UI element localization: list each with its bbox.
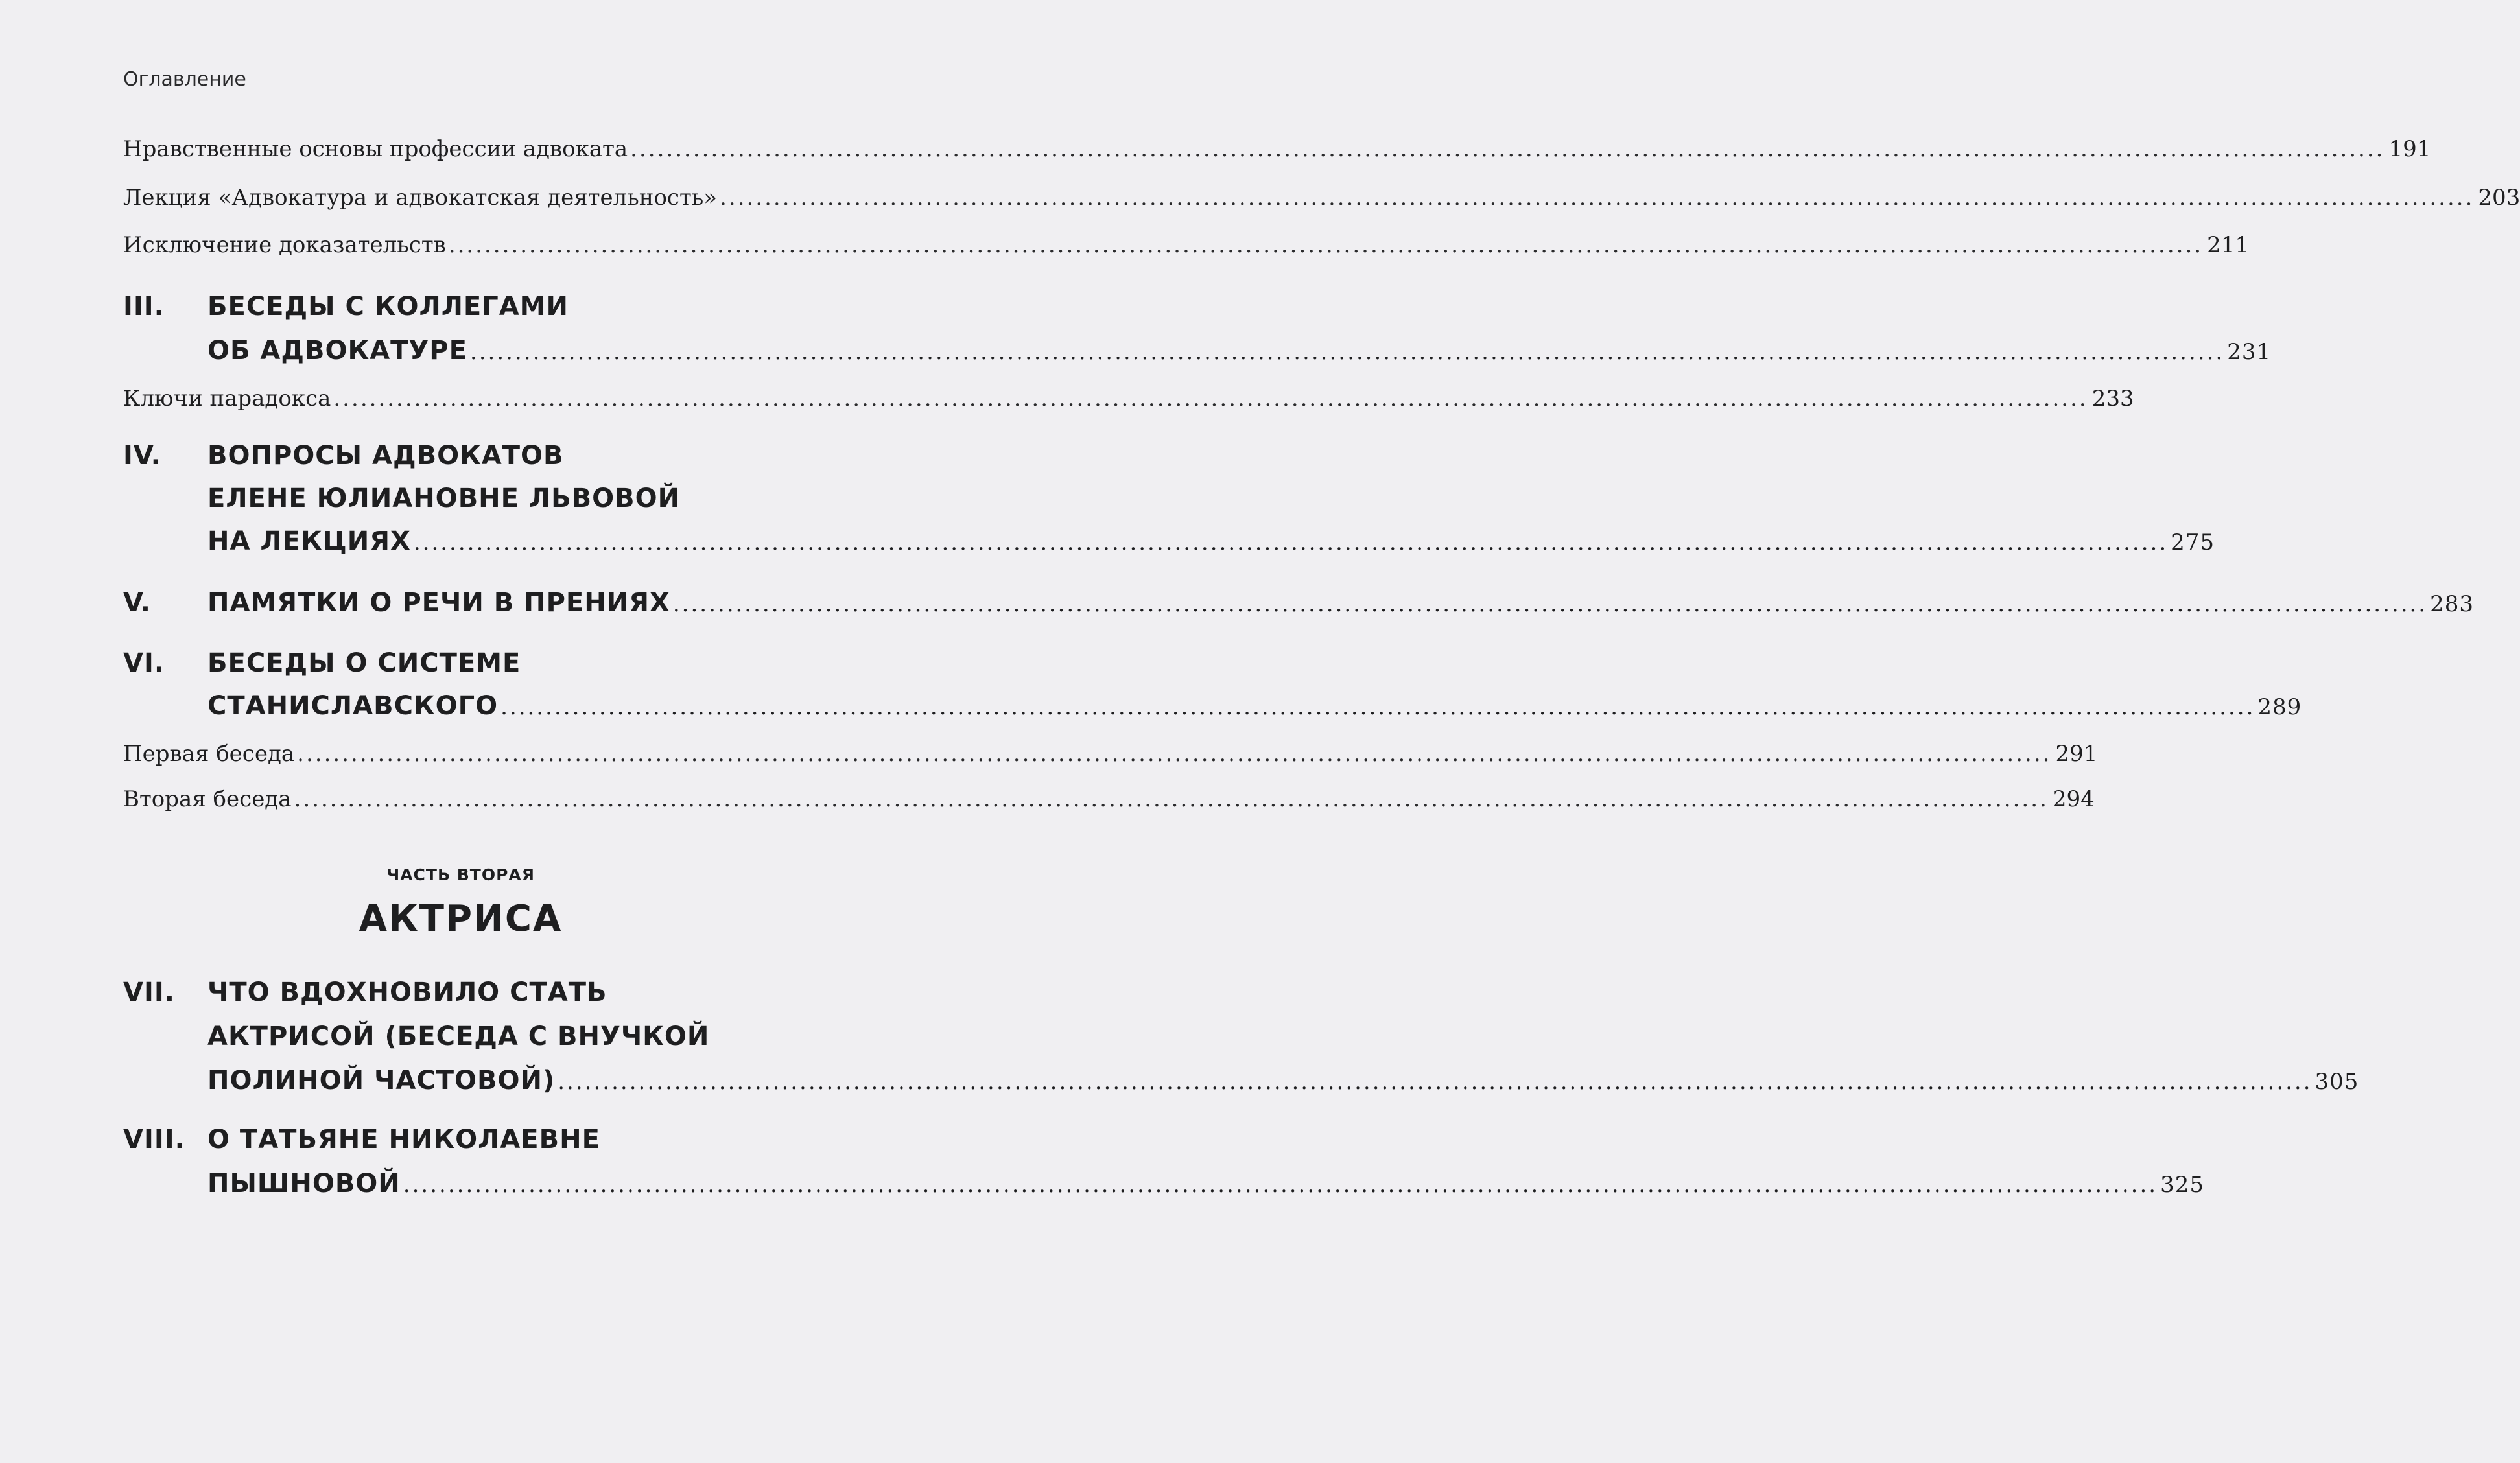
section-title-line: СТАНИСЛАВСКОГО bbox=[207, 691, 499, 721]
section-title-line: ПАМЯТКИ О РЕЧИ В ПРЕНИЯХ bbox=[207, 588, 670, 618]
toc-entry-page: 233 bbox=[2091, 386, 2134, 412]
part-label: ЧАСТЬ ВТОРАЯ bbox=[386, 865, 535, 884]
section-title-line: ОБ АДВОКАТУРЕ bbox=[207, 336, 467, 366]
section-title-line: ЧТО ВДОХНОВИЛО СТАТЬ bbox=[207, 977, 607, 1007]
toc-header: Оглавление bbox=[123, 68, 246, 91]
dot-leader: .................................................................................................................................................................................................... bbox=[720, 185, 2475, 211]
toc-entry-title: Нравственные основы профессии адвоката bbox=[123, 136, 628, 162]
section-page: 275 bbox=[2171, 530, 2215, 556]
toc-section bbox=[123, 588, 2475, 627]
toc-section bbox=[123, 977, 2359, 1101]
section-title-line: НА ЛЕКЦИЯХ bbox=[207, 526, 411, 556]
section-title-last-line bbox=[207, 1169, 2204, 1199]
toc-entry-page: 294 bbox=[2052, 786, 2095, 812]
section-number: III. bbox=[123, 292, 165, 322]
section-title-last-line bbox=[207, 588, 2475, 618]
section-title-line: О ТАТЬЯНЕ НИКОЛАЕВНЕ bbox=[207, 1125, 600, 1154]
section-page: 305 bbox=[2314, 1069, 2359, 1095]
dot-leader: .................................................................................................................................................................................................... bbox=[558, 1069, 2313, 1095]
toc-entry-page: 203 bbox=[2478, 185, 2520, 211]
dot-leader: .................................................................................................................................................................................................... bbox=[294, 786, 2049, 812]
dot-leader: .................................................................................................................................................................................................... bbox=[500, 694, 2255, 720]
section-title-last-line bbox=[207, 526, 2215, 556]
dot-leader: .................................................................................................................................................................................................... bbox=[672, 591, 2428, 617]
dot-leader: .................................................................................................................................................................................................... bbox=[403, 1172, 2158, 1198]
section-title-line: ПОЛИНОЙ ЧАСТОВОЙ) bbox=[207, 1066, 556, 1095]
toc-entry bbox=[123, 232, 2249, 258]
section-number: VII. bbox=[123, 977, 175, 1007]
section-title-last-line bbox=[207, 1066, 2359, 1095]
section-title-line: БЕСЕДЫ О СИСТЕМЕ bbox=[207, 648, 521, 678]
section-page: 325 bbox=[2160, 1172, 2204, 1198]
toc-entry bbox=[123, 185, 2520, 211]
section-title-last-line bbox=[207, 691, 2302, 721]
section-title-line: ПЫШНОВОЙ bbox=[207, 1169, 401, 1199]
toc-section bbox=[123, 1125, 2204, 1202]
toc-entry-title: Вторая беседа bbox=[123, 786, 292, 812]
toc-entry bbox=[123, 136, 2431, 162]
toc-entry-page: 211 bbox=[2207, 232, 2249, 258]
section-number: V. bbox=[123, 588, 151, 618]
toc-entry-title: Ключи парадокса bbox=[123, 386, 331, 412]
section-number: IV. bbox=[123, 441, 161, 471]
toc-entry-title: Исключение доказательств bbox=[123, 232, 446, 258]
section-number: VI. bbox=[123, 648, 165, 678]
toc-section bbox=[123, 441, 2215, 564]
section-title-line: ЕЛЕНЕ ЮЛИАНОВНЕ ЛЬВОВОЙ bbox=[207, 484, 681, 513]
part-title: АКТРИСА bbox=[359, 898, 563, 940]
section-title-last-line bbox=[207, 336, 2272, 366]
dot-leader: .................................................................................................................................................................................................... bbox=[469, 339, 2225, 365]
toc-entry bbox=[123, 741, 2098, 767]
section-title-line: ВОПРОСЫ АДВОКАТОВ bbox=[207, 441, 564, 471]
toc-entry-page: 191 bbox=[2388, 136, 2431, 162]
dot-leader: .................................................................................................................................................................................................... bbox=[448, 232, 2204, 258]
section-number: VIII. bbox=[123, 1125, 185, 1154]
dot-leader: .................................................................................................................................................................................................... bbox=[630, 136, 2385, 162]
toc-entry-page: 291 bbox=[2055, 741, 2098, 767]
section-page: 283 bbox=[2430, 591, 2475, 617]
toc-entry-title: Первая беседа bbox=[123, 741, 295, 767]
toc-entry-title: Лекция «Адвокатура и адвокатская деятельность» bbox=[123, 185, 718, 211]
dot-leader: .................................................................................................................................................................................................... bbox=[333, 386, 2088, 412]
toc-entry bbox=[123, 386, 2134, 412]
section-title-line: АКТРИСОЙ (БЕСЕДА С ВНУЧКОЙ bbox=[207, 1022, 710, 1051]
section-page: 231 bbox=[2227, 339, 2272, 365]
section-title-line: БЕСЕДЫ С КОЛЛЕГАМИ bbox=[207, 292, 569, 322]
toc-section bbox=[123, 648, 2302, 726]
dot-leader: .................................................................................................................................................................................................... bbox=[297, 741, 2052, 767]
toc-section bbox=[123, 292, 2272, 369]
toc-entry bbox=[123, 786, 2095, 812]
section-page: 289 bbox=[2257, 694, 2302, 720]
dot-leader: .................................................................................................................................................................................................... bbox=[413, 530, 2169, 556]
